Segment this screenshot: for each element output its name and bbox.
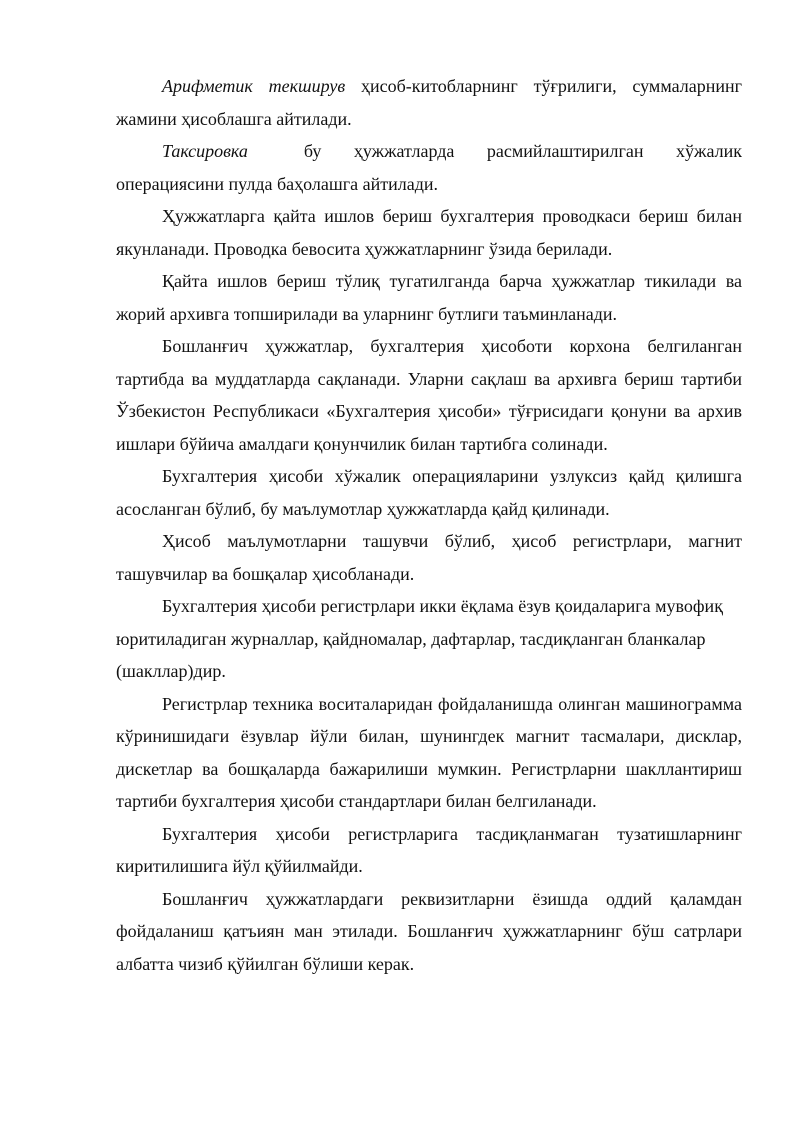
paragraph-accounting-records: Бухгалтерия ҳисоби хўжалик операцияларини узлуксиз қайд қилишга асосланган бўлиб, бу маълумотлар ҳужжатларда қайд қилинади. bbox=[116, 466, 742, 519]
paragraph-arithmetic-check bbox=[116, 70, 742, 135]
paragraph-processing: Ҳужжатларга қайта ишлов бериш бухгалтерия проводкаси бериш билан якунланади. Проводка бевосита ҳужжатларнинг ўзида берилади. bbox=[116, 206, 742, 259]
paragraph-corrections: Бухгалтерия ҳисоби регистрларига тасдиқланмаган тузатишларнинг киритилишига йўл қўйилмайди. bbox=[116, 823, 742, 876]
paragraph-technical-means: Регистрлар техника воситаларидан фойдаланишда олинган машинограмма кўринишидаги ёзувлар йўли билан, шунингдек магнит тасмалари, дисклар, дискетлар ва бошқаларда бажарилиши мумкин. Регистрларни шакллантириш тартиби бухгалтерия ҳисоби стандартлари билан белгиланади. bbox=[116, 693, 742, 811]
paragraph-primary-documents: Бошланғич ҳужжатлар, бухгалтерия ҳисоботи корхона белгиланган тартибда ва муддатларда сақланади. Уларни сақлаш ва архивга бериш тартиби Ўзбекистон Республикаси «Бухгалтерия ҳисоби» тўғрисидаги қонуни ва архив ишлари бўйича амалдаги қонунчилик билан тартибга солинади. bbox=[116, 336, 742, 454]
paragraph-archiving: Қайта ишлов бериш тўлиқ тугатилганда барча ҳужжатлар тикилади ва жорий архивга топширилади ва уларнинг бутлиги таъминланади. bbox=[116, 271, 742, 324]
paragraph-text: бу ҳужжатларда расмийлаштирилган хўжалик операциясини пулда баҳолашга айтилади. bbox=[116, 141, 742, 194]
paragraph-registers: Бухгалтерия ҳисоби регистрлари икки ёқлама ёзув қоидаларига мувофиқ юритиладиган журналлар, қайдномалар, дафтарлар, тасдиқланган бланкалар (шакллар)дир. bbox=[116, 596, 723, 681]
paragraph-taxation bbox=[116, 135, 742, 200]
term-arithmetic-check: Арифметик текширув bbox=[162, 76, 346, 96]
paragraph-data-carriers: Ҳисоб маълумотларни ташувчи бўлиб, ҳисоб регистрлари, магнит ташувчилар ва бошқалар ҳисобланади. bbox=[116, 531, 742, 584]
term-taxation: Таксировка bbox=[162, 141, 248, 161]
paragraph-text: ҳисоб-китобларнинг тўғрилиги, суммаларнинг жамини ҳисоблашга айтилади. bbox=[116, 76, 742, 129]
paragraph-pencil-ban: Бошланғич ҳужжатлардаги реквизитларни ёзишда оддий қаламдан фойдаланиш қатъиян ман этилади. Бошланғич ҳужжатларнинг бўш сатрлари албатта чизиб қўйилган бўлиши керак. bbox=[116, 888, 742, 974]
